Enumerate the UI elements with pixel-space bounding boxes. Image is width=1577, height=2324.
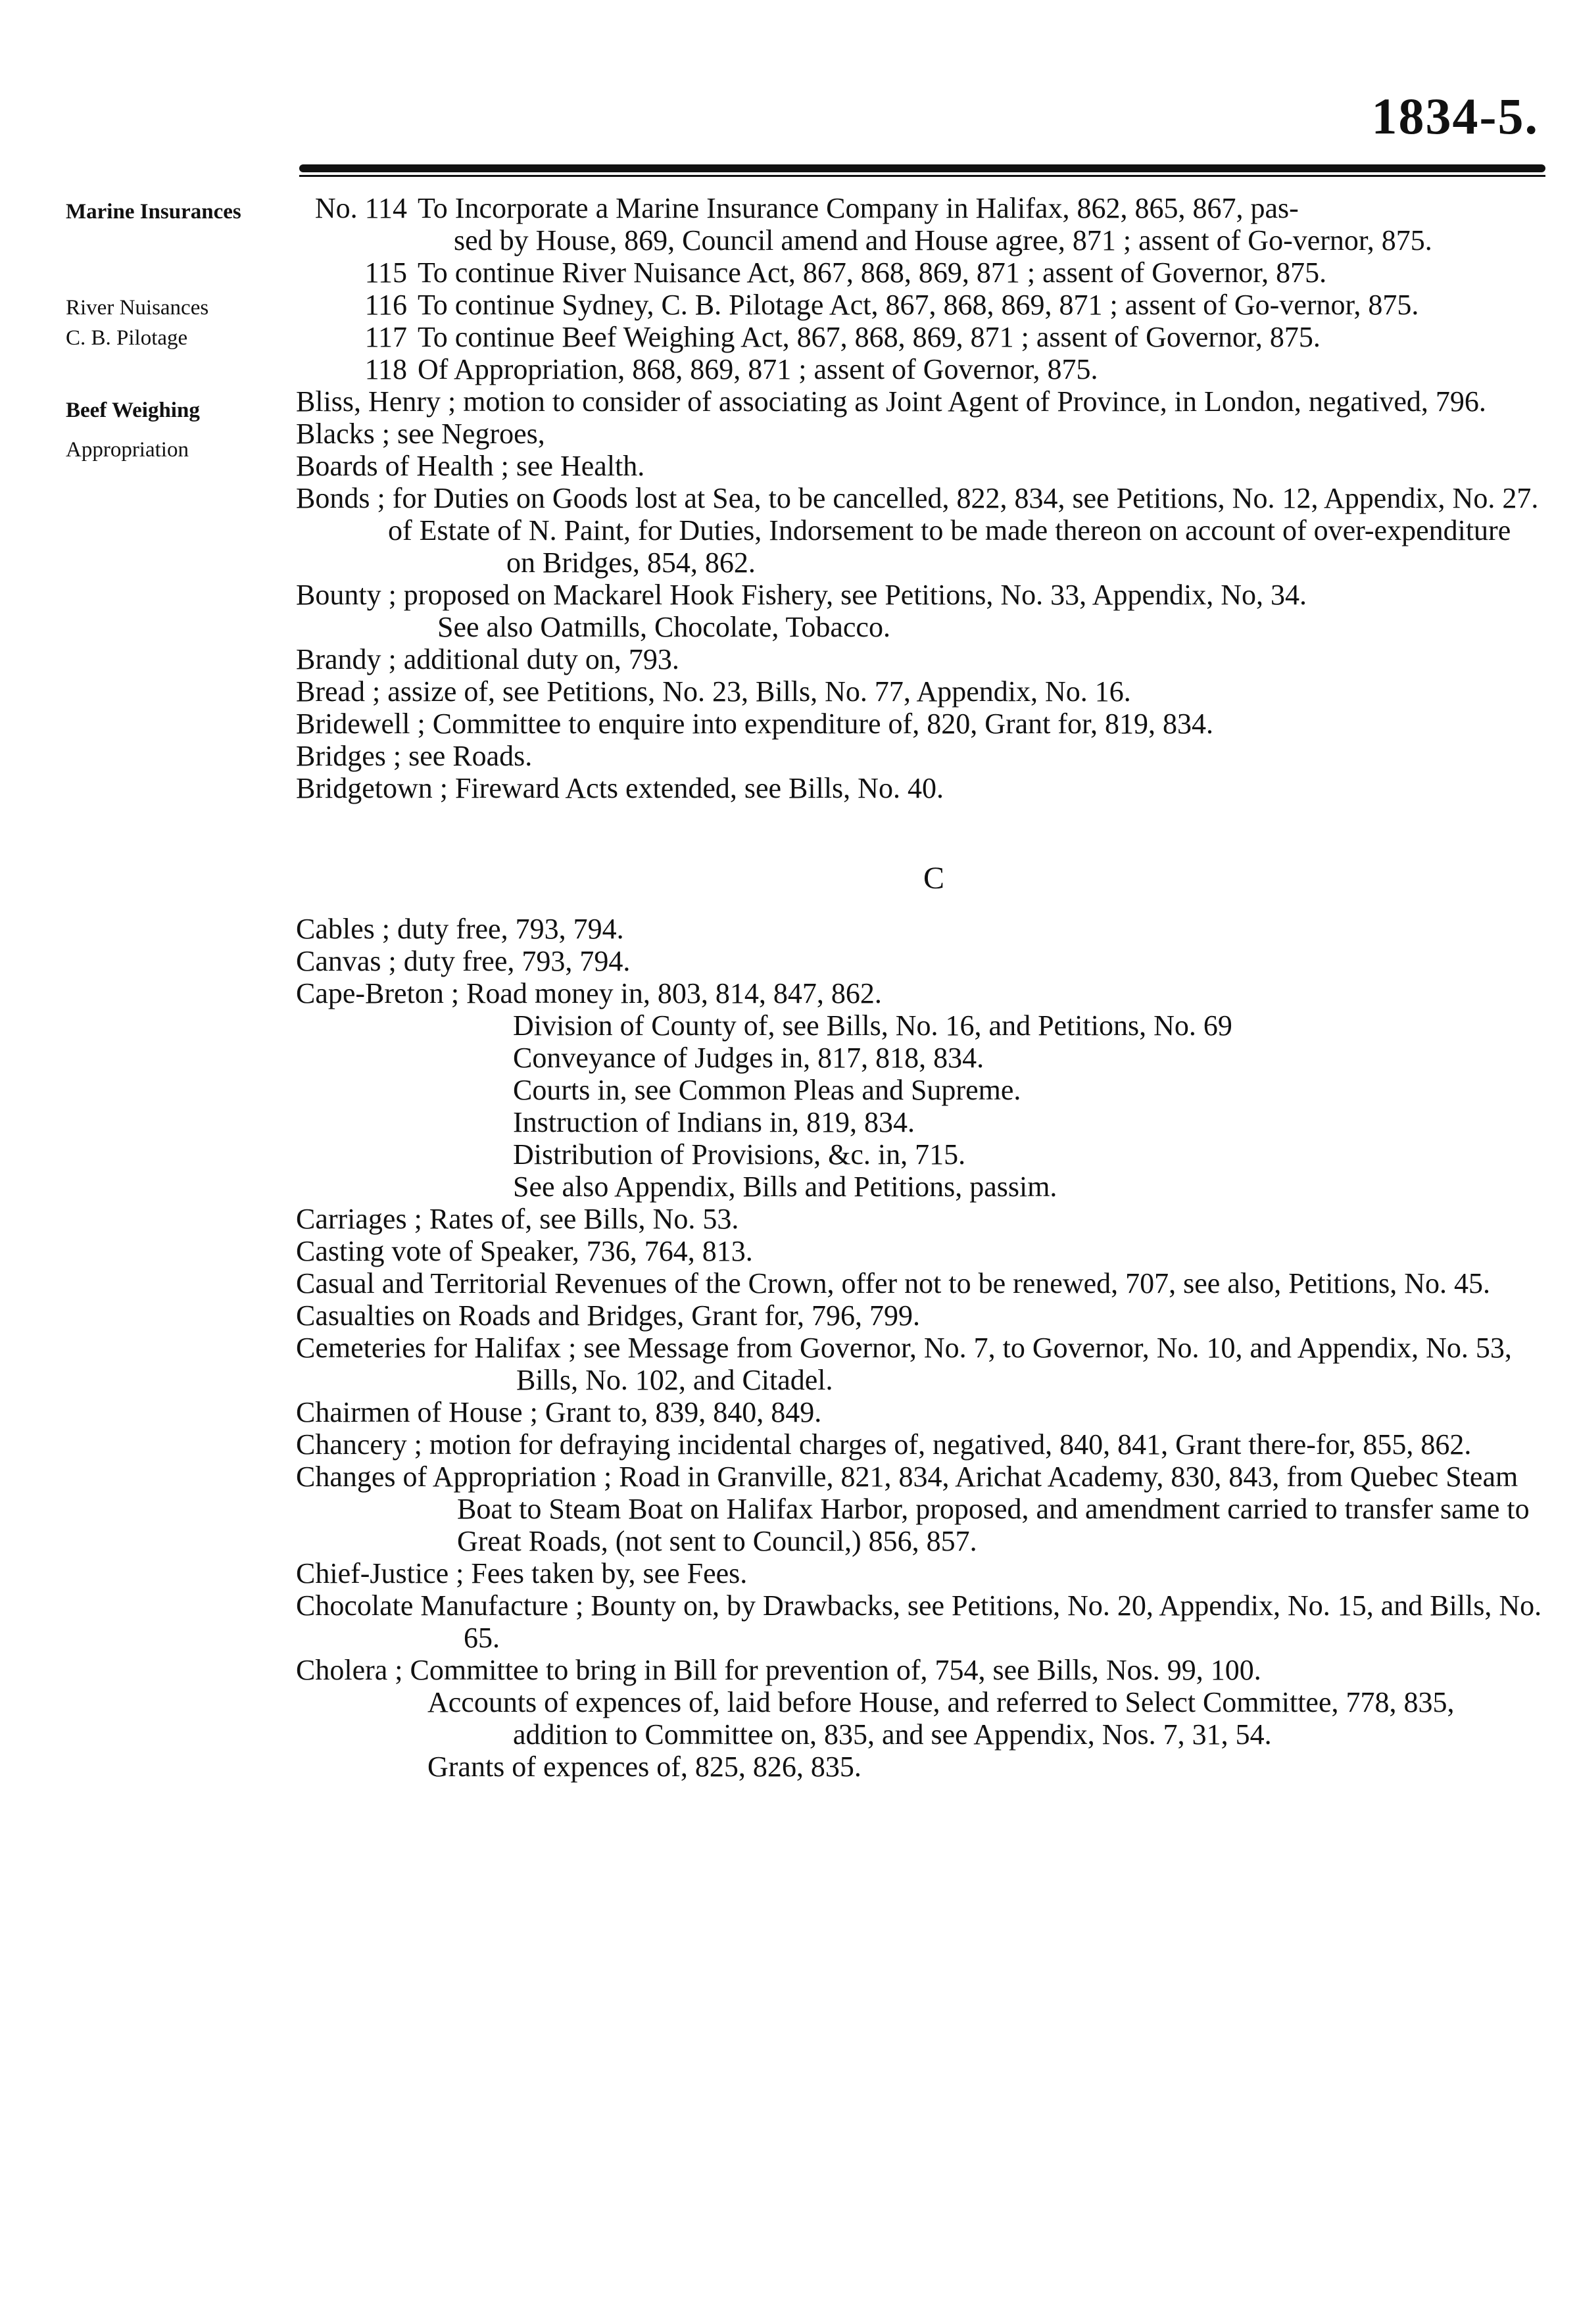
index-subentry-cape-breton: Courts in, see Common Pleas and Supreme. bbox=[513, 1074, 1021, 1106]
index-entry-casual-revenues: Casual and Territorial Revenues of the Crown, offer not to be renewed, 707, see also, Petitions, No. 45. bbox=[296, 1267, 1490, 1299]
header-rule bbox=[299, 164, 1545, 172]
index-entry-bread: Bread ; assize of, see Petitions, No. 23, Bills, No. 77, Appendix, No. 16. bbox=[296, 675, 1131, 708]
sidenote-appropriation: Appropriation bbox=[66, 438, 189, 462]
index-entry-cemeteries: Cemeteries for Halifax ; see Message from Governor, No. 7, to Governor, No. 10, and Appendix, No. 53, Bills, No. 102, and Citadel. bbox=[296, 1332, 1512, 1396]
bill-entry bbox=[296, 289, 1545, 321]
index-entry-blacks: Blacks ; see Negroes, bbox=[296, 418, 545, 450]
bill-description bbox=[418, 192, 1545, 256]
bill-text-line: To Incorporate a Marine Insurance Company in Halifax, 862, 865, 867, pas- bbox=[418, 192, 1299, 224]
index-body bbox=[296, 192, 1545, 1783]
index-entry-cholera: Cholera ; Committee to bring in Bill for prevention of, 754, see Bills, Nos. 99, 100. bbox=[296, 1654, 1261, 1686]
index-entry-chairmen: Chairmen of House ; Grant to, 839, 840, 849. bbox=[296, 1396, 822, 1428]
index-subentry-cape-breton: Conveyance of Judges in, 817, 818, 834. bbox=[513, 1042, 984, 1074]
bill-number: 117 bbox=[364, 321, 407, 353]
index-entry-bridgetown: Bridgetown ; Fireward Acts extended, see Bills, No. 40. bbox=[296, 772, 944, 804]
bill-number: No. 114 bbox=[314, 192, 407, 224]
bill-description: To continue Beef Weighing Act, 867, 868, 869, 871 ; assent of Governor, 875. bbox=[418, 321, 1321, 353]
sidenote-beef-weighing: Beef Weighing bbox=[66, 399, 200, 422]
index-entry-carriages: Carriages ; Rates of, see Bills, No. 53. bbox=[296, 1203, 739, 1235]
index-subentry-cape-breton: See also Appendix, Bills and Petitions, passim. bbox=[513, 1171, 1057, 1203]
bill-number: 115 bbox=[364, 256, 407, 289]
bill-number: 116 bbox=[364, 289, 407, 321]
page-year-header: 1834-5. bbox=[1371, 87, 1539, 145]
index-entry-cables: Cables ; duty free, 793, 794. bbox=[296, 913, 624, 945]
index-entry-changes-of-appropriation: Changes of Appropriation ; Road in Granville, 821, 834, Arichat Academy, 830, 843, from Quebec Steam Boat to Steam Boat on Halifax Harbor, proposed, and amendment carried to transfer same to Great Roads, (not sent to Council,) 856, 857. bbox=[296, 1461, 1530, 1557]
bill-text-continuation: sed by House, 869, Council amend and House agree, 871 ; assent of Go-vernor, 875. bbox=[454, 224, 1432, 256]
index-entry-boards-of-health: Boards of Health ; see Health. bbox=[296, 450, 645, 482]
bill-entry bbox=[296, 321, 1545, 353]
bill-entry bbox=[296, 192, 1545, 256]
index-entry-chocolate: Chocolate Manufacture ; Bounty on, by Drawbacks, see Petitions, No. 20, Appendix, No. 15, and Bills, No. 65. bbox=[296, 1589, 1542, 1654]
index-subentry-cholera-grants: Grants of expences of, 825, 826, 835. bbox=[427, 1751, 861, 1783]
sidenote-river-nuisances: River Nuisances bbox=[66, 296, 209, 320]
bill-entry bbox=[296, 256, 1545, 289]
index-entry-casting-vote: Casting vote of Speaker, 736, 764, 813. bbox=[296, 1235, 753, 1267]
sidenote-marine-insurances: Marine Insurances bbox=[66, 200, 241, 224]
bill-entry bbox=[296, 353, 1545, 385]
bill-number: 118 bbox=[364, 353, 407, 385]
bill-description: To continue River Nuisance Act, 867, 868, 869, 871 ; assent of Governor, 875. bbox=[418, 256, 1327, 289]
section-letter-heading: C bbox=[923, 861, 944, 896]
bill-description: To continue Sydney, C. B. Pilotage Act, 867, 868, 869, 871 ; assent of Go-vernor, 875. bbox=[418, 289, 1419, 321]
sidenote-cb-pilotage: C. B. Pilotage bbox=[66, 326, 188, 350]
index-entry-bridges: Bridges ; see Roads. bbox=[296, 740, 533, 772]
index-entry-bounty: Bounty ; proposed on Mackarel Hook Fishery, see Petitions, No. 33, Appendix, No, 34. bbox=[296, 579, 1307, 611]
index-entry-bridewell: Bridewell ; Committee to enquire into expenditure of, 820, Grant for, 819, 834. bbox=[296, 708, 1213, 740]
index-subentry-bounty-see-also: See also Oatmills, Chocolate, Tobacco. bbox=[437, 611, 890, 643]
index-entry-brandy: Brandy ; additional duty on, 793. bbox=[296, 643, 679, 675]
index-subentry-cape-breton: Division of County of, see Bills, No. 16, and Petitions, No. 69 bbox=[513, 1009, 1232, 1042]
index-subentry-cholera-accounts: Accounts of expences of, laid before House, and referred to Select Committee, 778, 835, addition to Committee on, 835, and see Appendix, Nos. 7, 31, 54. bbox=[427, 1686, 1455, 1751]
index-subentry-bonds-estate: of Estate of N. Paint, for Duties, Indorsement to be made thereon on account of over-expenditure on Bridges, 854, 862. bbox=[388, 514, 1511, 579]
index-subentry-cape-breton: Instruction of Indians in, 819, 834. bbox=[513, 1106, 915, 1138]
index-entry-chief-justice: Chief-Justice ; Fees taken by, see Fees. bbox=[296, 1557, 748, 1589]
bill-description: Of Appropriation, 868, 869, 871 ; assent of Governor, 875. bbox=[418, 353, 1098, 385]
index-entry-canvas: Canvas ; duty free, 793, 794. bbox=[296, 945, 631, 977]
index-entry-bonds: Bonds ; for Duties on Goods lost at Sea, to be cancelled, 822, 834, see Petitions, No. 12, Appendix, No. 27. bbox=[296, 482, 1539, 514]
index-entry-chancery: Chancery ; motion for defraying incidental charges of, negatived, 840, 841, Grant there-for, 855, 862. bbox=[296, 1428, 1472, 1461]
index-entry-casualties: Casualties on Roads and Bridges, Grant for, 796, 799. bbox=[296, 1299, 920, 1332]
index-subentry-cape-breton: Distribution of Provisions, &c. in, 715. bbox=[513, 1138, 966, 1171]
index-entry-bliss: Bliss, Henry ; motion to consider of associating as Joint Agent of Province, in London, negatived, 796. bbox=[296, 385, 1486, 418]
index-entry-cape-breton: Cape-Breton ; Road money in, 803, 814, 847, 862. bbox=[296, 977, 882, 1009]
